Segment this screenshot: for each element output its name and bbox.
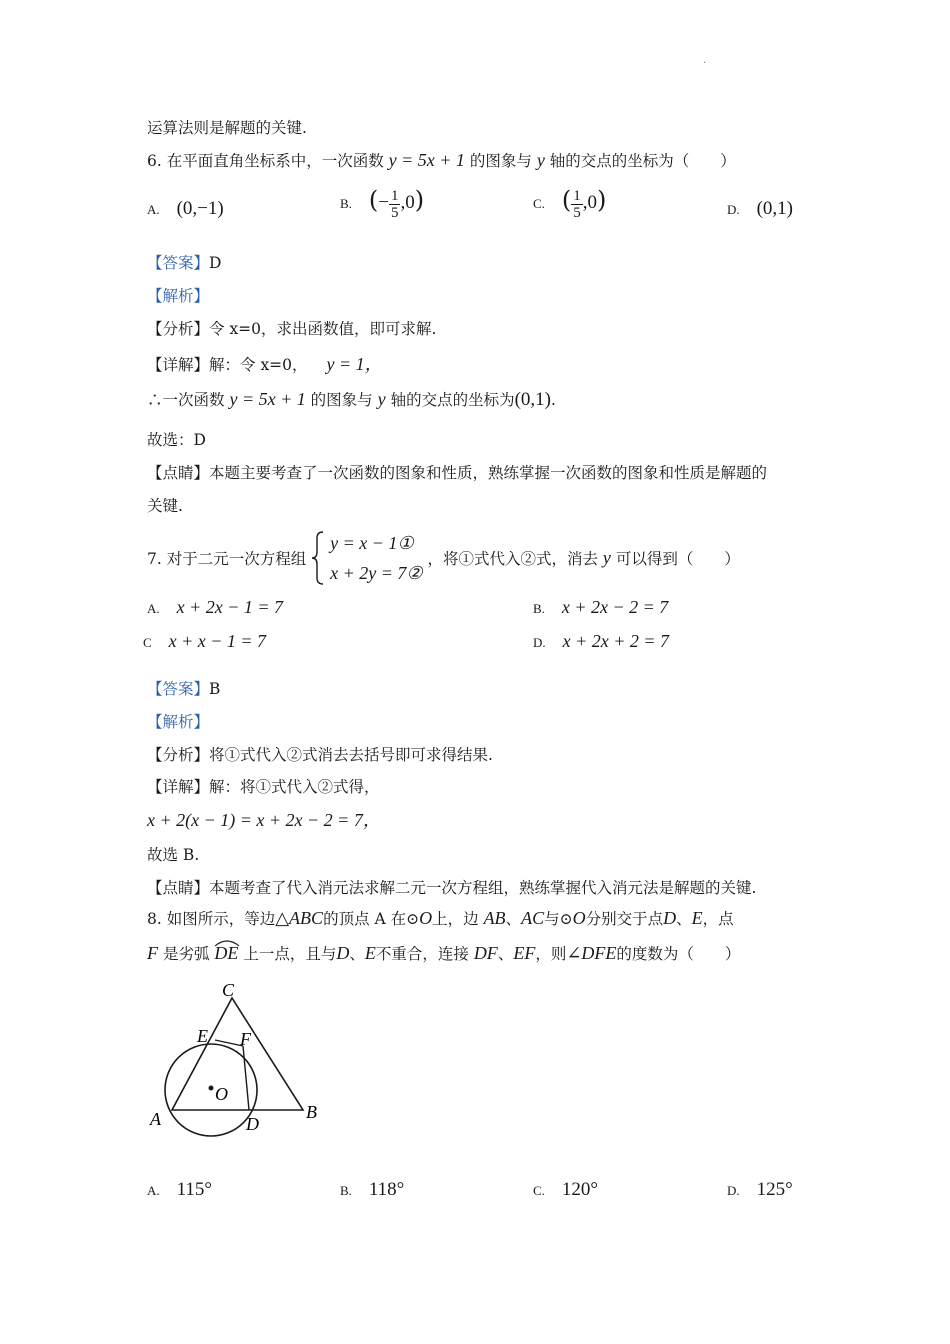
q6-option-b-sign: − (378, 192, 389, 213)
fenxi-tag: 【分析】 (147, 320, 210, 338)
q8-option-a-label: A. (147, 1183, 160, 1198)
q8-option-b-value: 118° (368, 1179, 405, 1200)
denominator: 5 (573, 204, 581, 221)
fenxi-text: 将①式代入②式消去去括号即可求得结果. (209, 746, 493, 764)
q6-equation: y = 5x + 1 (388, 150, 465, 170)
q8-option-a[interactable] (147, 1179, 212, 1201)
numerator: 1 (573, 187, 581, 204)
q8-df: DF (473, 943, 498, 963)
q8-ab: AB (483, 908, 506, 928)
therefore-mid: 的图象与 (310, 391, 373, 409)
q8-option-a-value: 115° (176, 1179, 212, 1200)
q7-option-d-value: x + 2x + 2 = 7 (562, 631, 669, 651)
q7-option-b[interactable] (533, 597, 668, 618)
therefore-point: (0,1) (514, 389, 551, 410)
fenxi-text: 令 x=0，求出函数值，即可求解. (209, 320, 437, 338)
q8-text: 的度数为（ ） (616, 945, 741, 963)
q6-axis-var: y (536, 150, 545, 170)
triangle-abc (172, 998, 303, 1110)
q8-option-d-label: D. (727, 1183, 740, 1198)
arc-label: DE (214, 943, 239, 963)
q6-option-c-tail: ,0 (582, 192, 597, 213)
q8-option-b-label: B. (340, 1183, 352, 1198)
q7-option-b-value: x + 2x − 2 = 7 (561, 597, 669, 617)
q6-stem-suffix: 轴的交点的坐标为（ ） (549, 152, 736, 170)
q8-text: 8. 如图所示，等边 (147, 910, 276, 928)
q8-stem-line-2 (147, 942, 740, 964)
q6-xiangjie (147, 350, 383, 376)
q8-option-c-value: 120° (561, 1179, 598, 1200)
q8-option-c-label: C. (533, 1183, 545, 1198)
q7-eq1: y = x − 1① (330, 533, 414, 553)
q6-dianjing (147, 461, 767, 483)
xiangjie-text: 解：将①式代入②式得， (209, 778, 380, 796)
q7-option-a[interactable] (147, 597, 283, 618)
brace-icon (311, 530, 325, 586)
q7-stem-suffix-1: ，将①式代入②式，消去 (427, 550, 598, 568)
therefore-var: y (377, 389, 386, 409)
q8-angle: ∠DFE (566, 943, 617, 963)
q7-option-b-label: B. (533, 601, 545, 616)
label-c: C (222, 980, 235, 1000)
q8-sep: 、 (497, 945, 514, 963)
q8-e: E (364, 943, 376, 963)
q6-dianjing-2: 关键. (147, 497, 183, 515)
q8-d: D (336, 943, 350, 963)
answer-value: B (209, 680, 221, 698)
q7-option-c[interactable] (143, 631, 266, 652)
fenxi-tag: 【分析】 (147, 746, 210, 764)
q8-arc (214, 943, 238, 964)
q8-text: 的顶点 A 在⊙ (323, 910, 420, 928)
q7-stem (147, 528, 740, 588)
q8-option-c[interactable] (533, 1179, 598, 1201)
q8-option-d[interactable] (727, 1179, 793, 1201)
q7-stem-prefix: 7. 对于二元一次方程组 (147, 550, 307, 568)
dianjing-tag: 【点睛】 (147, 464, 210, 482)
dot-mark: · (703, 58, 707, 69)
right-paren: ) (414, 186, 425, 214)
segment-df (243, 1046, 249, 1110)
q7-jiexi: 【解析】 (147, 713, 210, 731)
q8-option-d-value: 125° (756, 1179, 793, 1200)
q7-dianjing (147, 876, 756, 898)
q6-option-b-tail: ,0 (400, 192, 415, 213)
q7-work: x + 2(x − 1) = x + 2x − 2 = 7， (147, 810, 381, 830)
q8-text: 是劣弧 (162, 945, 210, 963)
q8-text: 上一点，且与 (243, 945, 337, 963)
q6-option-c[interactable] (533, 186, 606, 221)
q6-fenxi (147, 317, 436, 339)
label-d: D (246, 1114, 259, 1134)
q6-stem (147, 149, 736, 171)
label-a: A (150, 1109, 161, 1129)
q6-therefore (147, 388, 556, 411)
q6-option-c-label: C. (533, 196, 545, 211)
numerator: 1 (390, 187, 399, 204)
q8-text: 与⊙ (544, 910, 573, 928)
xiangjie-eq: y = 1， (326, 354, 383, 374)
right-paren: ) (596, 186, 607, 214)
answer-tag: 【答案】 (147, 680, 210, 698)
q6-stem-prefix: 6. 在平面直角坐标系中，一次函数 (147, 152, 384, 170)
q6-jiexi: 【解析】 (147, 287, 210, 305)
label-o: O (215, 1084, 228, 1104)
q6-option-b-fraction (389, 188, 401, 221)
arc-icon (214, 939, 240, 947)
q6-option-b[interactable] (340, 186, 424, 221)
q6-option-b-label: B. (340, 196, 352, 211)
q6-option-a[interactable] (147, 198, 224, 220)
q7-option-c-value: x + x − 1 = 7 (168, 631, 267, 651)
q8-f: F (147, 943, 158, 963)
label-e: E (197, 1026, 208, 1046)
q8-text: 上，边 (432, 910, 479, 928)
left-paren: ( (561, 186, 572, 214)
q8-option-b[interactable] (340, 1179, 404, 1201)
q8-e: E (691, 908, 703, 928)
left-paren: ( (368, 186, 379, 214)
q6-answer (147, 251, 221, 273)
denominator: 5 (390, 204, 399, 221)
q8-sep: 、 (676, 910, 692, 928)
q7-option-d-label: D. (533, 635, 546, 650)
answer-tag: 【答案】 (147, 254, 210, 272)
q8-d: D (663, 908, 677, 928)
q8-triangle: △ABC (275, 908, 324, 928)
center-point (209, 1086, 214, 1091)
q7-choice: 故选 B. (147, 846, 200, 864)
q8-text: 不重合，连接 (375, 945, 469, 963)
q7-answer (147, 677, 220, 699)
q8-circle: O (419, 908, 433, 928)
q8-text: ，点 (702, 910, 734, 928)
q6-option-a-label: A. (147, 202, 160, 217)
q8-text: 分别交于点 (585, 910, 664, 928)
q7-fenxi (147, 743, 493, 765)
xiangjie-text: 解：令 x=0， (209, 356, 308, 374)
q6-stem-mid: 的图象与 (469, 152, 532, 170)
therefore-end: . (550, 391, 556, 409)
intro-line: 运算法则是解题的关键. (147, 119, 307, 137)
therefore-prefix: ∴一次函数 (147, 391, 225, 409)
answer-value: D (209, 254, 222, 272)
q8-sep: 、 (349, 945, 365, 963)
q7-xiangjie (147, 775, 380, 797)
q8-sep: 、 (505, 910, 522, 928)
dianjing-text: 本题考查了代入消元法求解二元一次方程组，熟练掌握代入消元法是解题的关键. (209, 879, 757, 897)
q7-stem-suffix-2: 可以得到（ ） (615, 550, 740, 568)
q7-option-d[interactable] (533, 631, 669, 652)
label-b: B (306, 1102, 317, 1122)
xiangjie-tag: 【详解】 (147, 778, 210, 796)
q7-system (330, 528, 422, 588)
q6-option-a-value: (0,−1) (176, 198, 224, 219)
q8-text: ，则 (535, 945, 567, 963)
q8-ef: EF (513, 943, 536, 963)
xiangjie-tag: 【详解】 (147, 356, 210, 374)
q6-choice: 故选：D (147, 431, 206, 449)
therefore-suffix: 轴的交点的坐标为 (390, 391, 515, 409)
q7-option-a-label: A. (147, 601, 160, 616)
dianjing-tag: 【点睛】 (147, 879, 210, 897)
q7-eq2: x + 2y = 7② (330, 563, 423, 583)
geometry-figure (145, 978, 335, 1138)
q6-option-d-label: D. (727, 202, 740, 217)
dianjing-text: 本题主要考查了一次函数的图象和性质，熟练掌握一次函数的图象和性质是解题的 (209, 464, 768, 482)
q6-option-d-value: (0,1) (756, 198, 793, 219)
q6-option-c-fraction (571, 188, 583, 221)
therefore-eq: y = 5x + 1 (229, 389, 306, 409)
q7-option-a-value: x + 2x − 1 = 7 (176, 597, 283, 617)
q8-circle: O (572, 908, 586, 928)
q7-option-c-label: C (143, 635, 152, 650)
q8-ac: AC (521, 908, 545, 928)
q6-option-d[interactable] (727, 198, 793, 220)
q8-stem-line-1 (147, 907, 734, 929)
q7-stem-var: y (602, 547, 611, 568)
label-f: F (240, 1029, 251, 1049)
